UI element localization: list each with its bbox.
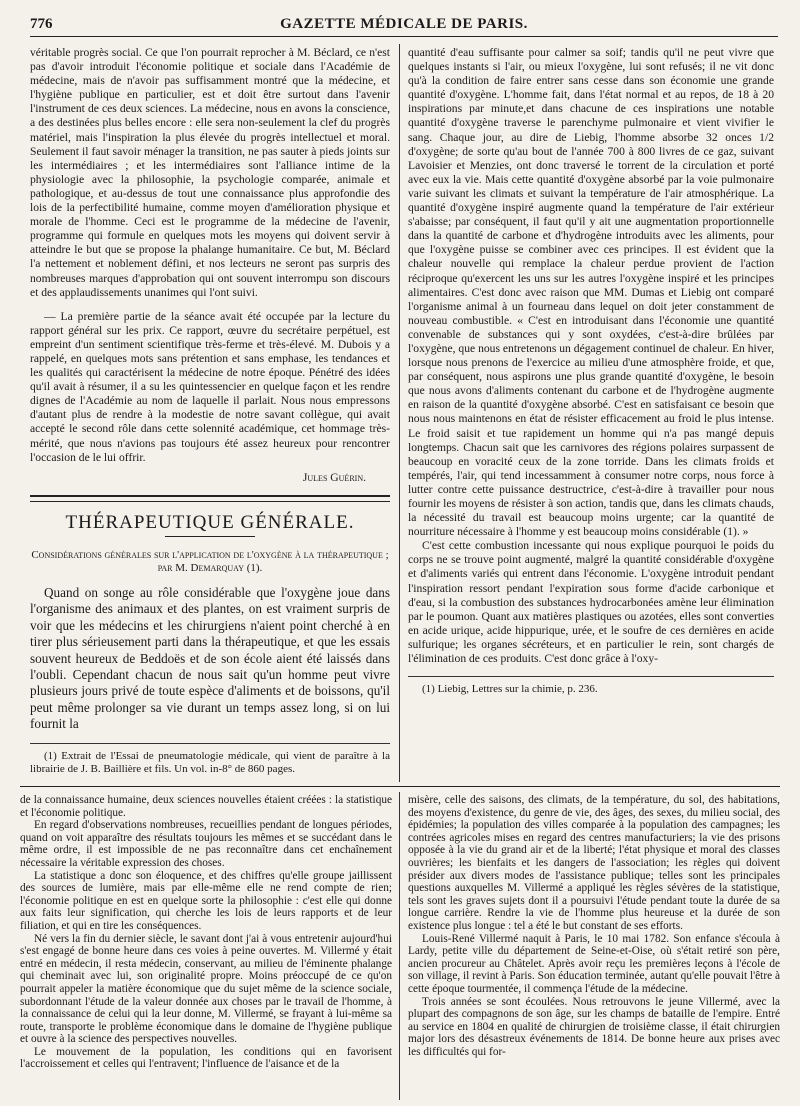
bottom-right-paragraph-2: Louis-René Villermé naquit à Paris, le 10 mai 1782. Son enfance s'écoula à Lardy, petite ville du département de Seine-et-Oise, où s'était retiré son père, ancien procureur au Châtelet. Après avoir reçu les premières leçons à l'école de son village, il revint à Paris. Son éducation terminée, autant qu'elle pouvait l'être à cette époque tourmentée, il commença l'étude de la médecine. <box>408 932 780 995</box>
right-paragraph-2: C'est cette combustion incessante qui nous explique pourquoi le poids du corps ne se trouve point augmenté, malgré la quantité considérable d'oxygène et d'aliments variés qui entrent dans l'économie. L'oxygène introduit pendant l'inspiration ressort pendant l'expiration sous forme d'acide carbonique et d'eau, si la combustion des substances hydrocarbonées amène leur élimination par le poumon. Quant aux matières plastiques ou azotées, elles sont converties en acide urique, acide hippurique, urée, et le soufre de ces dernières en acide sulfurique; les organes sécréteurs, et en particulier le rein, sont chargés de l'élimination de ces produits. C'est donc grâce à l'oxy- <box>408 539 774 666</box>
section-divider <box>30 495 390 497</box>
section-title: THÉRAPEUTIQUE GÉNÉRALE. <box>65 511 355 533</box>
feuilleton-divider <box>20 786 780 787</box>
left-paragraph-2: — La première partie de la séance avait été occupée par la lecture du rapport général sur les prix. Ce rapport, œuvre du secrétaire perpétuel, est empreint d'un sentiment scientifique très-ferme et très-élevé. M. Dubois y a rappelé, en quelques mots sans prétention et sans emphase, les tendances et les qualités qui caractérisent la médecine de notre époque. Pénétré des idées qu'il avait à résumer, il a su les quintessencier en quelque façon et les rendre dignes de l'Académie au nom de laquelle il parlait. Nous nous empressons d'autant plus de rendre à la modestie de notre savant collègue, qui avait accepté le second rôle dans cette solennité académique, cet hommage très-mérité, que nous n'avions pas toujours été assez heureux pour rencontrer l'occasion de le lui offrir. <box>30 309 390 464</box>
bottom-right-paragraph-1: misère, celle des saisons, des climats, de la température, du sol, des habitations, des moyens d'existence, du genre de vie, des âges, des sexes, du milieu social, des épidémies; la population des villes comparée à la population des campagnes; les contrées agricoles mises en regard des centres manufacturiers; la vie des prisons opposée à la vie du grand air et de la liberté; l'état physique et moral des classes ouvrières; les bienfaits et les dangers de l'association; les règles qui doivent présider aux divers modes de l'assistance publique; telles sont les principales questions auxquelles M. Villermé a appliqué les règles sévères de la statistique, tels sont les graves sujets dont il a poursuivi l'étude pendant toute la durée de sa longue carrière. Rendre la vie de l'homme plus heureuse et la durée de son existence plus longue : tel a été le but constant de ses efforts. <box>408 794 780 932</box>
left-paragraph-3: Quand on songe au rôle considérable que l'oxygène joue dans l'organisme des animaux et des plantes, on est vraiment surpris de voir que les médecins et les chirurgiens n'aient point cherché à en tirer plus sérieusement parti dans la thérapeutique, et que les essais souvent heureux de Beddoës et de son école aient été laissés dans l'oubli. Cependant chacun de nous sait qu'un homme peut vivre plusieurs jours privé de toute espèce d'aliments et de boissons, qu'il peut même prolonger sa vie durant un temps assez long, si on lui fournit la <box>30 584 390 732</box>
bottom-right-column <box>408 794 780 1058</box>
bottom-right-paragraph-3: Trois années se sont écoulées. Nous retrouvons le jeune Villermé, avec la plupart des compagnons de son âge, sur les champs de bataille de l'empire. Entré au service en 1804 en qualité de chirurgien de troisième classe, il était chirurgien major lors des désastreux événements de 1814. De bonne heure aux prises avec les difficultés qui for- <box>408 995 780 1058</box>
page-number: 776 <box>30 16 53 32</box>
right-paragraph-1: quantité d'eau suffisante pour calmer sa soif; tandis qu'il ne peut vivre que quelques instants si l'air, ou mieux l'oxygène, lui sont refusés; il ne vit donc qu'à la condition de faire entrer sans cesse dans son économie une grande quantité d'oxygène. L'homme fait, dans l'état normal et au repos, de 18 à 20 inspirations par minute,et dans chacune de ces inspirations une notable quantité d'oxygène traverse le parenchyme pulmonaire et vient vivifier le sang. Chaque jour, au dire de Liebig, l'homme absorbe 32 onces 1/2 d'oxygène; de sorte qu'au bout de l'année 700 à 800 livres de ce gaz, suivant Lavoisier et Menzies, ont donc traversé le torrent de la circulation et porté avec eux la vie. Mais cette quantité d'oxygène absorbé par la voie pulmonaire varie suivant les climats et suivant la température de l'air atmosphérique. La quantité d'oxygène inspiré augmente quand la température de l'air extérieur s'abaisse; par conséquent, il faut qu'il y ait une augmentation proportionnelle dans la quantité de carbone et d'hydrogène introduits avec les aliments, pour que l'oxygène puisse se combiner avec ces principes. Il est évident que la chaleur nouvelle qui remplace la chaleur perdue provient de l'action réciproque qu'exercent les uns sur les autres l'oxygène inspiré et les principes alimentaires. C'est donc avec raison que MM. Dumas et Liebig ont comparé l'organisme animal à un fourneau dans lequel on doit jeter constamment de nouveau combustible. « C'est en introduisant dans l'économie une quantité convenable de substances qui y sont oxydées, c'est-à-dire brûlées par l'oxygène, que nous entretenons un dégagement continuel de chaleur. En hiver, lorsque nous prenons de l'exercice au milieu d'une atmosphère froide, et que, par conséquent, nous aspirons une plus grande quantité d'oxygène, le besoin que nous avons d'aliments contenant du carbone et de l'hydrogène augmente en raison de la quantité d'oxygène absorbé. C'est en satisfaisant ce besoin que nous nous maintenons en état de résister efficacement au froid le plus intense. Le froid saisit et tue rapidement un homme qui n'a pas mangé depuis longtemps. Chacun sait que les carnivores des régions polaires surpassent de beaucoup en voracité ceux de la zone torride. Dans les climats froids et tempérés, l'air, qui tend incessamment à consumer notre corps, nous force à lutter contre cette puissance destructrice, c'est-à-dire à travailler pour nous fournir les moyens de résister à son action, tandis que, dans les climats chauds, la nécessité du travail est beaucoup moins urgente; car la quantité de nourriture nécessaire à l'homme y est beaucoup moins considérable (1). » <box>408 46 774 539</box>
article-subtitle: Considérations générales sur l'application de l'oxygène à la thérapeutique ; par M. Demarquay (1). <box>31 548 389 574</box>
bottom-left-paragraph-3: La statistique a donc son éloquence, et des chiffres qu'elle groupe jaillissent des sources de lumière, mais par elle-même elle ne rend compte de rien; l'économie politique en est en quelque sorte la philosophie : c'est elle qui donne aux faits leur signification, qui cherche les lois de leurs rapports et de leur filiation, et qui en tire les conséquences. <box>20 869 392 932</box>
column-divider-lower <box>399 792 400 1100</box>
bottom-left-paragraph-2: En regard d'observations nombreuses, recueillies pendant de longues périodes, quand on voit apparaître des résultats toujours les mêmes et se succédant dans le même ordre, il est impossible de ne pas reconnaître dans cet enchaînement nécessaire la véritable expression des choses. <box>20 819 392 869</box>
title-underline <box>165 536 255 537</box>
bottom-left-paragraph-5: Le mouvement de la population, les conditions qui en favorisent l'accroissement et celles qui l'entravent; l'influence de l'aisance et de la <box>20 1045 392 1071</box>
column-divider-upper <box>399 44 400 782</box>
left-column <box>30 46 390 776</box>
footnote-rule-right <box>408 676 774 677</box>
bottom-left-paragraph-4: Né vers la fin du dernier siècle, le savant dont j'ai à vous entretenir aujourd'hui s'est engagé de bonne heure dans ces voies à peine ouvertes. M. Villermé y était entré en médecin, il resta médecin, conservant, au milieu de l'éminente phalange qui cheminait avec lui, son originalité propre. Moins préoccupé de ce qu'on pourrait appeler la matière économique que du sujet même de la science sociale, subordonnant l'étude de la valeur donnée aux choses par le travail de l'homme, à la connaissance de celui qui la leur donne, M. Villermé, se frayant à lui-même sa route, transporte le problème économique dans le domaine de l'hygiène publique et ouvre à la science des perspectives nouvelles. <box>20 932 392 1046</box>
section-divider-thin <box>30 501 390 502</box>
right-footnote: (1) Liebig, Lettres sur la chimie, p. 236. <box>422 683 598 696</box>
right-column <box>408 46 774 696</box>
left-paragraph-1: véritable progrès social. Ce que l'on pourrait reprocher à M. Béclard, ce n'est pas d'avoir introduit l'économie politique et sociale dans l'Académie de médecine, mais de n'avoir pas suffisamment montré que la médecine, et l'hygiène publique en particulier, est et doit être surtout dans l'avenir l'instrument de ces deux sciences. La médecine, nous en avons la conscience, a des destinées plus belles encore : elle sera non-seulement la clef du progrès matériel, mais l'inspiration la plus élevée du progrès intellectuel et moral. Seulement il faut savoir ménager la transition, ne pas sauter à pieds joints sur les intermédiaires ; et les intermédiaires sont l'alliance intime de la physiologie avec la philosophie, la psychologie comparée, animale et pathologique, et au-dessus de tout une connaissance plus approfondie des lois de la perfectibilité humaine, comme moyen d'amélioration physique et morale de l'homme. Ceci est le programme de la médecine de l'avenir, programme qui formule en quelques mots les moyens qui doivent servir à atteindre le but que se propose la phalange humanitaire. Ce but, M. Béclard l'a nettement et noblement défini, et nos lecteurs ne seront pas surpris des nombreuses marques d'approbation qui ont souvent interrompu son discours et des applaudissements unanimes qui l'ont suivi. <box>30 46 390 299</box>
author-signature: Jules Guérin. <box>302 470 366 484</box>
footnote-rule <box>30 743 390 744</box>
left-footnote: (1) Extrait de l'Essai de pneumatologie médicale, qui vient de paraître à la librairie de J. B. Baillière et fils. Un vol. in-8° de 860 pages. <box>30 749 390 775</box>
bottom-left-column <box>20 794 392 1071</box>
page-header <box>30 14 778 37</box>
journal-title: GAZETTE MÉDICALE DE PARIS. <box>280 16 528 32</box>
bottom-left-paragraph-1: de la connaissance humaine, deux sciences nouvelles étaient créées : la statistique et l'économie politique. <box>20 794 392 819</box>
